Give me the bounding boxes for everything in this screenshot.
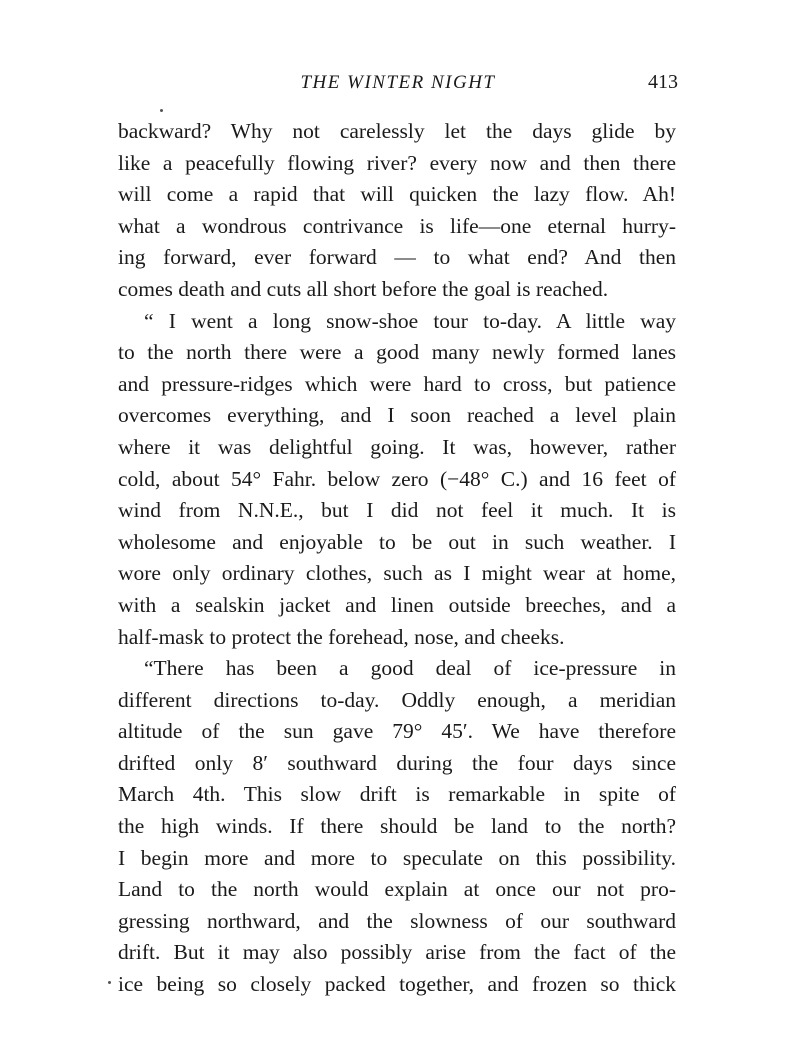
text-line: I begin more and more to speculate on this possibility. — [118, 845, 676, 870]
print-speck — [108, 981, 111, 984]
body-text — [118, 116, 676, 1001]
text-line: different directions to-day. Oddly enough, a meridian — [118, 687, 676, 712]
text-line: wholesome and enjoyable to be out in such weather. I — [118, 529, 676, 554]
text-line: altitude of the sun gave 79° 45′. We have therefore — [118, 719, 676, 744]
text-line: March 4th. This slow drift is remarkable in spite of — [118, 782, 676, 807]
text-line: overcomes everything, and I soon reached a level plain — [118, 403, 676, 428]
text-line: wore only ordinary clothes, such as I might wear at home, — [118, 561, 676, 586]
paragraph — [118, 116, 676, 306]
text-line: backward? Why not carelessly let the days glide by — [118, 119, 676, 143]
text-line: “There has been a good deal of ice-pressure in — [144, 656, 676, 681]
paragraph — [118, 306, 676, 654]
text-line: ice being so closely packed together, and frozen so thick — [118, 972, 676, 997]
text-line: half-mask to protect the forehead, nose, and cheeks. — [118, 624, 565, 649]
text-line: wind from N.N.E., but I did not feel it much. It is — [118, 498, 676, 523]
text-line: gressing northward, and the slowness of our southward — [118, 908, 676, 933]
running-title: THE WINTER NIGHT — [300, 72, 496, 93]
text-line: to the north there were a good many newly formed lanes — [118, 340, 676, 365]
text-line: will come a rapid that will quicken the lazy flow. Ah! — [118, 182, 676, 207]
text-line: ing forward, ever forward — to what end? And then — [118, 245, 676, 270]
text-line: “ I went a long snow-shoe tour to-day. A little way — [144, 308, 676, 333]
page-number: 413 — [648, 71, 678, 93]
text-line: comes death and cuts all short before the goal is reached. — [118, 276, 609, 301]
paragraph — [118, 653, 676, 1001]
text-line: the high winds. If there should be land to the north? — [118, 814, 676, 839]
text-line: with a sealskin jacket and linen outside breeches, and a — [118, 592, 676, 617]
text-line: drift. But it may also possibly arise from the fact of the — [118, 940, 676, 965]
text-line: like a peacefully flowing river? every now and then there — [118, 150, 676, 175]
text-line: what a wondrous contrivance is life—one eternal hurry- — [118, 213, 676, 238]
print-speck — [160, 109, 163, 112]
text-line: cold, about 54° Fahr. below zero (−48° C.) and 16 feet of — [118, 466, 676, 491]
running-head — [118, 68, 678, 98]
text-line: and pressure-ridges which were hard to cross, but patience — [118, 371, 676, 396]
text-line: drifted only 8′ southward during the four days since — [118, 750, 676, 775]
text-line: where it was delightful going. It was, however, rather — [118, 434, 676, 459]
text-line: Land to the north would explain at once our not pro- — [118, 877, 676, 902]
